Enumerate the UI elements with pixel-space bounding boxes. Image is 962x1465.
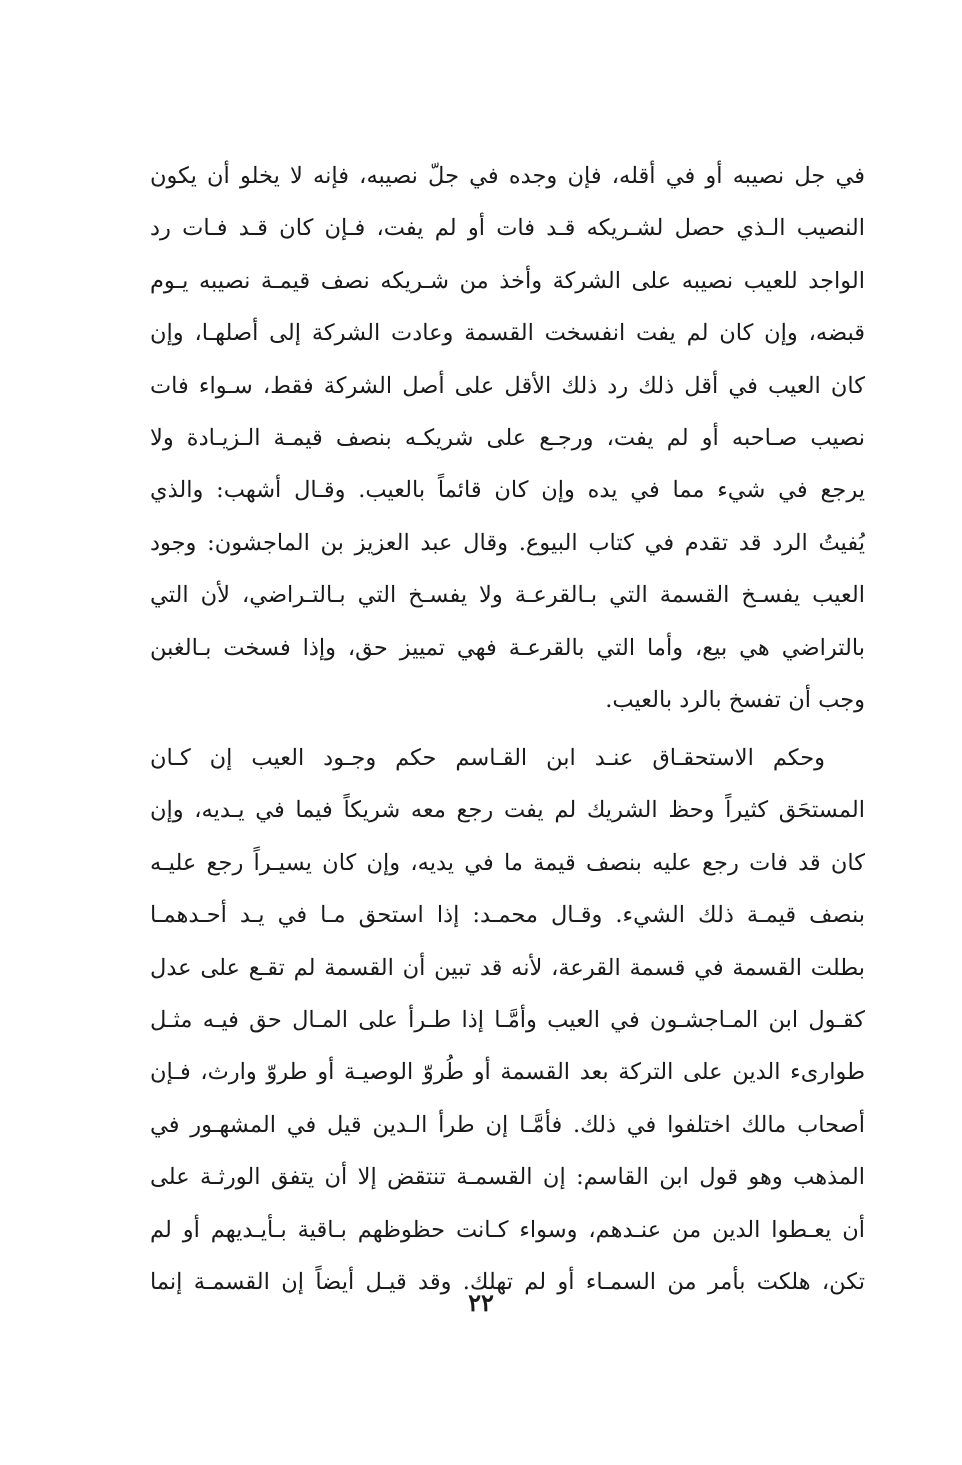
text-line: في جل نصيبه أو في أقله، فإن وجده في جلّ نصيبه، فإنه لا يخلو أن يكون: [150, 163, 865, 189]
text-line: المستحَق كثيراً وحظ الشريك لم يفت رجع معه شريكاً فيما في يـديه، وإن: [150, 797, 865, 824]
text-line: أصحاب مالك اختلفوا في ذلك. فأمَّـا إن طرأ الـدين قيل في المشهـور في: [150, 1111, 865, 1138]
text-line: يرجع في شيء مما في يده وإن كان قائماً بالعيب. وقـال أشهب: والذي: [150, 477, 865, 504]
text-line: النصيب الـذي حصل لشـريكه قـد فات أو لم يفت، فـإن كان قـد فـات رد: [150, 215, 865, 242]
text-line: أن يعـطوا الدين من عنـدهم، وسواء كـانت حظوظهم بـاقية بـأيـديهم أو لم: [150, 1216, 865, 1243]
text-line: يُفيتُ الرد قد تقدم في كتاب البيوع. وقال عبد العزيز بن الماجشون: وجود: [150, 529, 865, 556]
text-line: نصيب صـاحبه أو لم يفت، ورجـع على شريكـه بنصف قيمـة الـزيـادة ولا: [150, 424, 865, 451]
text-line: العيب يفسـخ القسمة التي بـالقرعـة ولا يفسـخ التي بـالتـراضي، لأن التي: [150, 582, 865, 609]
text-line: بنصف قيمـة ذلك الشيء. وقـال محمـد: إذا استحق مـا في يـد أحـدهمـا: [150, 902, 865, 929]
paragraph-2: [150, 732, 865, 1308]
text-line: وحكم الاستحقـاق عنـد ابن القـاسم حكم وجـود العيب إن كـان: [150, 745, 825, 771]
text-line: كان قد فات رجع عليه بنصف قيمة ما في يديه، وإن كان يسيـراً رجع عليـه: [150, 849, 865, 876]
text-line: كان العيب في أقل ذلك رد ذلك الأقل على أصل الشركة فقط، سـواء فات: [150, 372, 865, 399]
text-line: المذهب وهو قول ابن القاسم: إن القسمـة تنتقض إلا أن يتفق الورثـة على: [150, 1164, 865, 1191]
text-line: بطلت القسمة في قسمة القرعة، لأنه قد تبين أن القسمة لم تقـع على عدل: [150, 954, 865, 981]
text-line: كقـول ابن المـاجشـون في العيب وأمَّـا إذا طـرأ على المـال حق فيـه مثـل: [150, 1006, 865, 1033]
text-line: تكن، هلكت بأمر من السمـاء أو لم تهلك. وقد قيـل أيضاً إن القسمـة إنما: [150, 1268, 865, 1295]
text-line: الواجد للعيب نصيبه على الشركة وأخذ من شـريكه نصف قيمـة نصيبه يـوم: [150, 267, 865, 294]
page-number: ٢٢: [468, 1288, 494, 1317]
text-line: طوارىء الدين على التركة بعد القسمة أو طُروّ الوصيـة أو طروّ وارث، فـإن: [150, 1059, 865, 1086]
text-line: وجب أن تفسخ بالرد بالعيب.: [605, 686, 865, 713]
text-line: بالتراضي هي بيع، وأما التي بالقرعـة فهي تمييز حق، وإذا فسخت بـالغبن: [150, 634, 865, 661]
paragraph-1: [150, 150, 865, 726]
text-line: قبضه، وإن كان لم يفت انفسخت القسمة وعادت الشركة إلى أصلهـا، وإن: [150, 320, 865, 347]
